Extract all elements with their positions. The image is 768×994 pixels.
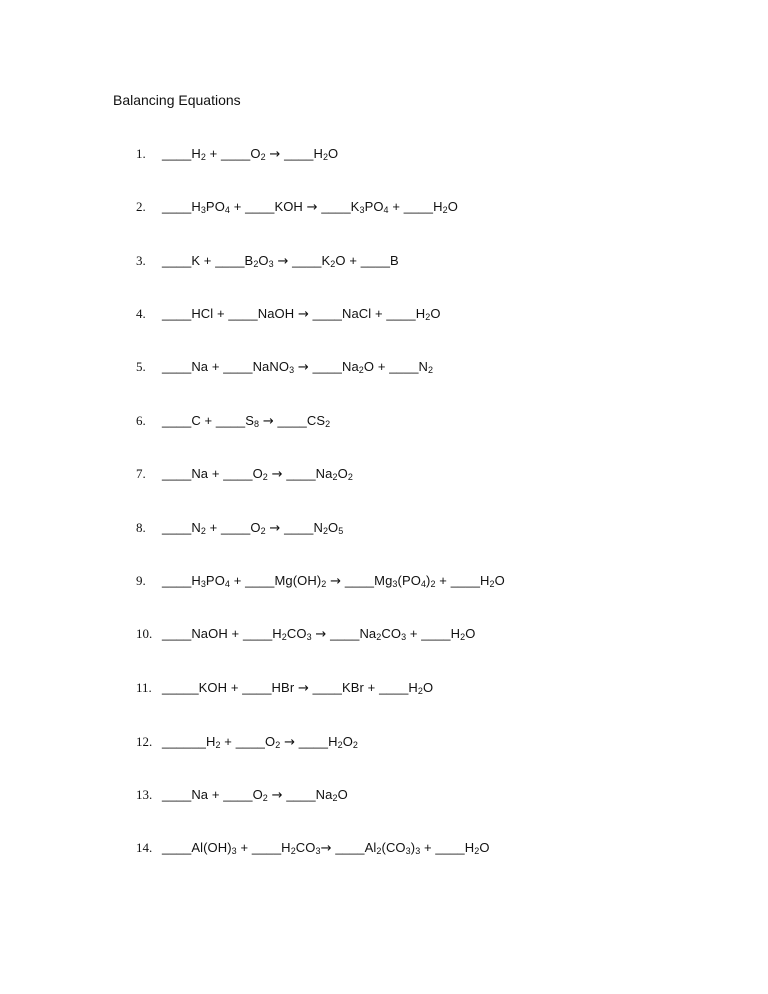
problem-number: 8. bbox=[136, 520, 146, 535]
chemical-equation: ____Na + $\_\_\_\_O_2$ → $\_\_\_\_Na_2O_2$ bbox=[162, 466, 353, 482]
problem-item bbox=[136, 464, 353, 484]
yields-arrow-icon: → bbox=[306, 200, 318, 215]
problem-number: 2. bbox=[136, 199, 146, 214]
chemical-equation: ____HCl + ____NaOH → ____NaCl + $\_\_\_\_H_2O$ bbox=[162, 306, 441, 322]
yields-arrow-icon: → bbox=[262, 414, 274, 429]
chemical-equation: ____Na + ____NaNO$_3$ → $\_\_\_\_Na_2O$ + $\_\_\_\_N_2$ bbox=[162, 359, 434, 375]
chemical-equation: $\_\_\_\_Al(OH)_3$ + $\_\_\_\_H_2CO_3\to$ $\_\_\_\_Al_2(CO_3)_3$ + $\_\_\_\_H_2O$ bbox=[162, 840, 490, 856]
problem-item bbox=[136, 304, 441, 324]
problem-number: 1. bbox=[136, 146, 146, 161]
problem-number: 11. bbox=[136, 680, 152, 695]
chemical-equation: ____K + $\_\_\_\_B_2O_3$ → $\_\_\_\_K_2O$ + ____B bbox=[162, 253, 399, 269]
chemical-equation: ____C + $\_\_\_\_S_8$ → $\_\_\_\_CS_2$ bbox=[162, 413, 331, 429]
worksheet-title: Balancing Equations bbox=[113, 92, 241, 108]
chemical-equation: ____Na + $\_\_\_\_O_2$ → $\_\_\_\_Na_2O$ bbox=[162, 787, 348, 803]
problem-number: 13. bbox=[136, 787, 153, 802]
chemical-equation: $\_\_\_\_H_3PO_4$ + ____KOH → $\_\_\_\_K_3PO_4$ + $\_\_\_\_H_2O$ bbox=[162, 199, 458, 215]
yields-arrow-icon: → bbox=[297, 307, 309, 322]
yields-arrow-icon: → bbox=[284, 735, 296, 750]
chemical-equation: _____KOH + ____HBr → ____KBr + $\_\_\_\_H_2O$ bbox=[162, 680, 434, 696]
problem-number: 9. bbox=[136, 573, 146, 588]
problem-number: 4. bbox=[136, 306, 146, 321]
yields-arrow-icon: → bbox=[271, 467, 283, 482]
yields-arrow-icon: → bbox=[297, 681, 309, 696]
yields-arrow-icon: → bbox=[269, 147, 281, 162]
yields-arrow-icon: → bbox=[277, 254, 289, 269]
yields-arrow-icon: → bbox=[269, 521, 281, 536]
chemical-equation: $\_\_\_\_\_\_H_2$ + $\_\_\_\_O_2$ → $\_\_\_\_H_2O_2$ bbox=[162, 734, 359, 750]
chemical-equation: $\_\_\_\_H_2$ + $\_\_\_\_O_2$ → $\_\_\_\_H_2O$ bbox=[162, 146, 339, 162]
problem-item bbox=[136, 251, 399, 271]
problem-number: 7. bbox=[136, 466, 146, 481]
problem-number: 6. bbox=[136, 413, 146, 428]
yields-arrow-icon: → bbox=[271, 788, 283, 803]
yields-arrow-icon: → bbox=[320, 841, 332, 856]
problem-number: 10. bbox=[136, 626, 153, 641]
problem-number: 12. bbox=[136, 734, 153, 749]
problem-item bbox=[136, 357, 433, 377]
problem-item bbox=[136, 838, 490, 858]
problem-item bbox=[136, 571, 505, 591]
yields-arrow-icon: → bbox=[315, 627, 327, 642]
problem-number: 5. bbox=[136, 359, 146, 374]
problem-item bbox=[136, 785, 348, 805]
problem-item bbox=[136, 411, 330, 431]
problem-item bbox=[136, 732, 358, 752]
chemical-equation: $\_\_\_\_H_3PO_4$ + $\_\_\_\_Mg(OH)_2$ → $\_\_\_\_Mg_3(PO_4)_2$ + $\_\_\_\_H_2O$ bbox=[162, 573, 505, 589]
chemical-equation: $\_\_\_\_N_2$ + $\_\_\_\_O_2$ → $\_\_\_\_N_2O_5$ bbox=[162, 520, 344, 536]
problem-item bbox=[136, 518, 343, 538]
problem-item bbox=[136, 197, 458, 217]
yields-arrow-icon: → bbox=[297, 360, 309, 375]
problem-number: 3. bbox=[136, 253, 146, 268]
problem-item bbox=[136, 678, 433, 698]
yields-arrow-icon: → bbox=[330, 574, 342, 589]
problem-item bbox=[136, 624, 475, 644]
problem-number: 14. bbox=[136, 840, 153, 855]
chemical-equation: ____NaOH + $\_\_\_\_H_2CO_3$ → $\_\_\_\_Na_2CO_3$ + $\_\_\_\_H_2O$ bbox=[162, 626, 476, 642]
problem-item bbox=[136, 144, 338, 164]
